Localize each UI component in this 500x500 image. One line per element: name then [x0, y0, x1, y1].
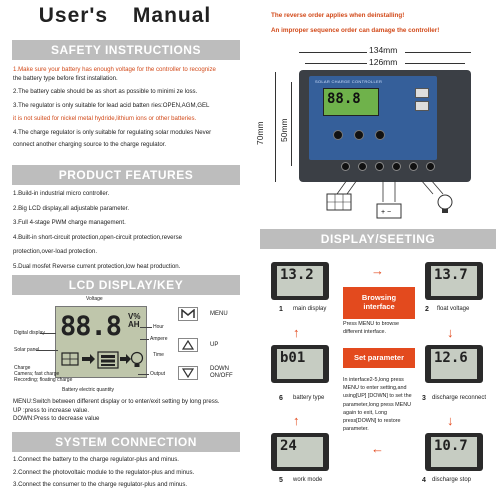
lcd-unit-top: V% [128, 312, 141, 321]
label-digital-display: Digital display [14, 330, 45, 336]
screen-value: 12.6 [434, 350, 468, 366]
screen-caption: work mode [293, 477, 323, 483]
features-text [13, 190, 245, 271]
safety-line: 3.The regulator is only suitable for lead acid batten ries:OPEN,AGM,GEL [13, 101, 210, 109]
down-key-icon [182, 368, 194, 378]
arrow-up-icon: ↑ [293, 325, 300, 340]
screen-number: 1 [279, 306, 283, 313]
key-notes [13, 398, 245, 424]
screen-number: 6 [279, 395, 283, 402]
safety-line: 2.The battery cable should be as short as possible to minimi ze loss. [13, 88, 198, 95]
safety-line: connect another charging source to the charge regulator. [13, 141, 167, 148]
height-inner-label: 50mm [279, 118, 289, 142]
display-setting-heading: DISPLAY/SEETING [260, 229, 496, 249]
leader-line [40, 333, 56, 334]
label-recording-floating: Recording; floating charge [14, 377, 73, 383]
terminal-screw [426, 162, 435, 171]
screen-battery-type [271, 345, 329, 383]
label-battery-quantity: Battery electric quantity [62, 387, 114, 393]
up-key-label: UP [210, 342, 219, 348]
arrow-up-icon: ↑ [293, 413, 300, 428]
arrow-down-icon: ↓ [447, 325, 454, 340]
lcd-unit-bottom: AH [128, 320, 140, 329]
lcd-heading: LCD DISPLAY/KEY [12, 275, 240, 295]
terminal-screw [375, 162, 384, 171]
feature-line: 3.Full 4-stage PWM charge management. [13, 219, 126, 226]
connection-line: 3.Connect the consumer to the charge regulator-plus and minus. [13, 481, 188, 488]
features-heading: PRODUCT FEATURES [12, 165, 240, 185]
screen-caption: float voltage [437, 306, 470, 312]
controller-lcd [323, 88, 379, 116]
dim-line [305, 63, 367, 64]
battery-icon [98, 352, 118, 368]
bulb-icon [132, 353, 143, 368]
set-parameter-box: Set parameter [343, 348, 415, 368]
screen-value: 10.7 [434, 438, 468, 454]
safety-heading: SAFETY INSTRUCTIONS [12, 40, 240, 60]
connection-heading: SYSTEM CONNECTION [12, 432, 240, 452]
label-camera-fast-charge: Camera; fast charge [14, 371, 60, 377]
arrow-down-icon: ↓ [447, 413, 454, 428]
leader-line [36, 350, 58, 351]
lcd-digits: 88.8 [60, 311, 122, 342]
key-note: UP :press to increase value. [13, 406, 90, 414]
arrow-left-icon: ← [371, 441, 384, 456]
safety-line: 1.Make sure your battery has enough voltage for the controller to recognize [13, 66, 216, 73]
screen-number: 2 [425, 306, 429, 313]
connection-line: 1.Connect the battery to the charge regulator-plus and minus. [13, 456, 179, 463]
down-key-label: DOWN ON/OFF [210, 366, 233, 379]
screen-value: 13.2 [280, 267, 314, 283]
battery-icon [377, 204, 401, 218]
usb-port [415, 101, 429, 111]
screen-caption: discharge stop [432, 477, 472, 483]
browsing-interface-text: Press MENU to browse different interface. [343, 321, 400, 336]
terminal-screw [409, 162, 418, 171]
label-time: Time [153, 352, 164, 358]
label-solar-panel: Solar panel [14, 347, 40, 353]
dim-line [405, 52, 471, 53]
down-key[interactable] [178, 366, 198, 380]
dim-line [291, 82, 292, 166]
safety-line: 4.The charge regulator is only suitable for regulating solar modules Never [13, 128, 212, 136]
screen-float-voltage [425, 262, 483, 300]
key-note: DOWN:Press to decrease value [13, 415, 100, 422]
terminal-screw [341, 162, 350, 171]
menu-key-label: MENU [210, 311, 228, 317]
leader-line [138, 374, 149, 375]
connection-line: 2.Connect the photovoltaic module to the regulator-plus and minus. [13, 468, 195, 476]
menu-key-icon [181, 309, 195, 319]
lcd-unit [128, 313, 140, 329]
screen-value: b01 [280, 350, 306, 366]
screen-main-display [271, 262, 329, 300]
screen-caption: main display [293, 306, 327, 312]
feature-line: 2.Big LCD display,all adjustable parameter. [13, 204, 130, 212]
leader-line [140, 327, 152, 328]
lcd-status-icons [60, 347, 144, 375]
width-outer-label: 134mm [369, 45, 398, 55]
browsing-interface-box: Browsing interface [343, 287, 415, 319]
bulb-icon [438, 195, 452, 213]
connection-text [13, 456, 245, 490]
dim-line [275, 72, 276, 182]
lcd-diagram [55, 306, 147, 378]
controller-button[interactable] [333, 130, 343, 140]
set-parameter-text: In interface2-5,long press MENU to enter setting,and using[UP] [DOWN] to set the parameter,long press MENU again to exit, Long press[DOWN] to restore parameter. [343, 377, 412, 433]
label-voltage: Voltage [86, 296, 103, 302]
up-key[interactable] [178, 338, 198, 352]
screen-work-mode [271, 433, 329, 471]
screen-number: 4 [422, 477, 426, 484]
controller-button[interactable] [354, 130, 364, 140]
height-outer-label: 70mm [255, 121, 265, 145]
warning-line: The reverse order applies when deinstalling! [271, 12, 405, 19]
safety-line: it is not suited for nickel metal hydride,lithium ions or other batteries. [13, 115, 197, 122]
charge-arrow-icon [82, 354, 95, 364]
dim-line [299, 52, 367, 53]
screen-discharge-reconnect [425, 345, 483, 383]
screen-discharge-stop [425, 433, 483, 471]
feature-line: 1.Build-in industrial micro controller. [13, 190, 110, 197]
controller-lcd-digits: 88.8 [327, 91, 361, 107]
warning-line: An improper sequence order can damage the controller! [271, 27, 440, 34]
width-inner-label: 126mm [369, 57, 398, 67]
key-note: MENU:Switch between different display or to enter/exit setting by long press. [13, 398, 220, 405]
controller-brand: SOLAR CHARGE CONTROLLER [315, 79, 383, 84]
screen-caption: battery type [293, 395, 325, 401]
solar-panel-icon [62, 353, 78, 365]
label-ampere: Ampere [150, 336, 168, 342]
dim-line [405, 63, 465, 64]
feature-line: protection,over-load protection. [13, 248, 98, 255]
menu-key[interactable] [178, 307, 198, 321]
terminal-screw [392, 162, 401, 171]
wiring-diagram [297, 180, 487, 222]
solar-panel-icon [327, 194, 351, 210]
screen-value: 13.7 [434, 267, 468, 283]
terminal-screw [358, 162, 367, 171]
up-key-icon [182, 340, 194, 350]
usb-port [415, 88, 429, 98]
discharge-arrow-icon [120, 354, 131, 364]
label-output: Output [150, 371, 166, 377]
manual-title: User's Manual [38, 4, 212, 27]
screen-number: 5 [279, 477, 283, 484]
leader-line [140, 339, 149, 340]
screen-number: 3 [422, 395, 426, 402]
screen-value: 24 [280, 438, 297, 454]
safety-text [13, 66, 245, 150]
arrow-right-icon: → [371, 263, 384, 278]
controller-button[interactable] [375, 130, 385, 140]
feature-line: 5.Dual mosfet Reverse current protection,low heat production. [13, 262, 181, 270]
svg-text:+ −: + − [381, 209, 392, 216]
feature-line: 4.Built-in short-circuit protection,open-circuit protection,reverse [13, 233, 183, 241]
label-hour: Hour [153, 324, 164, 330]
label-charge: Charge [14, 365, 31, 371]
screen-caption: discharge reconnect [432, 395, 487, 401]
safety-line: the battery type before first installation. [13, 74, 118, 82]
